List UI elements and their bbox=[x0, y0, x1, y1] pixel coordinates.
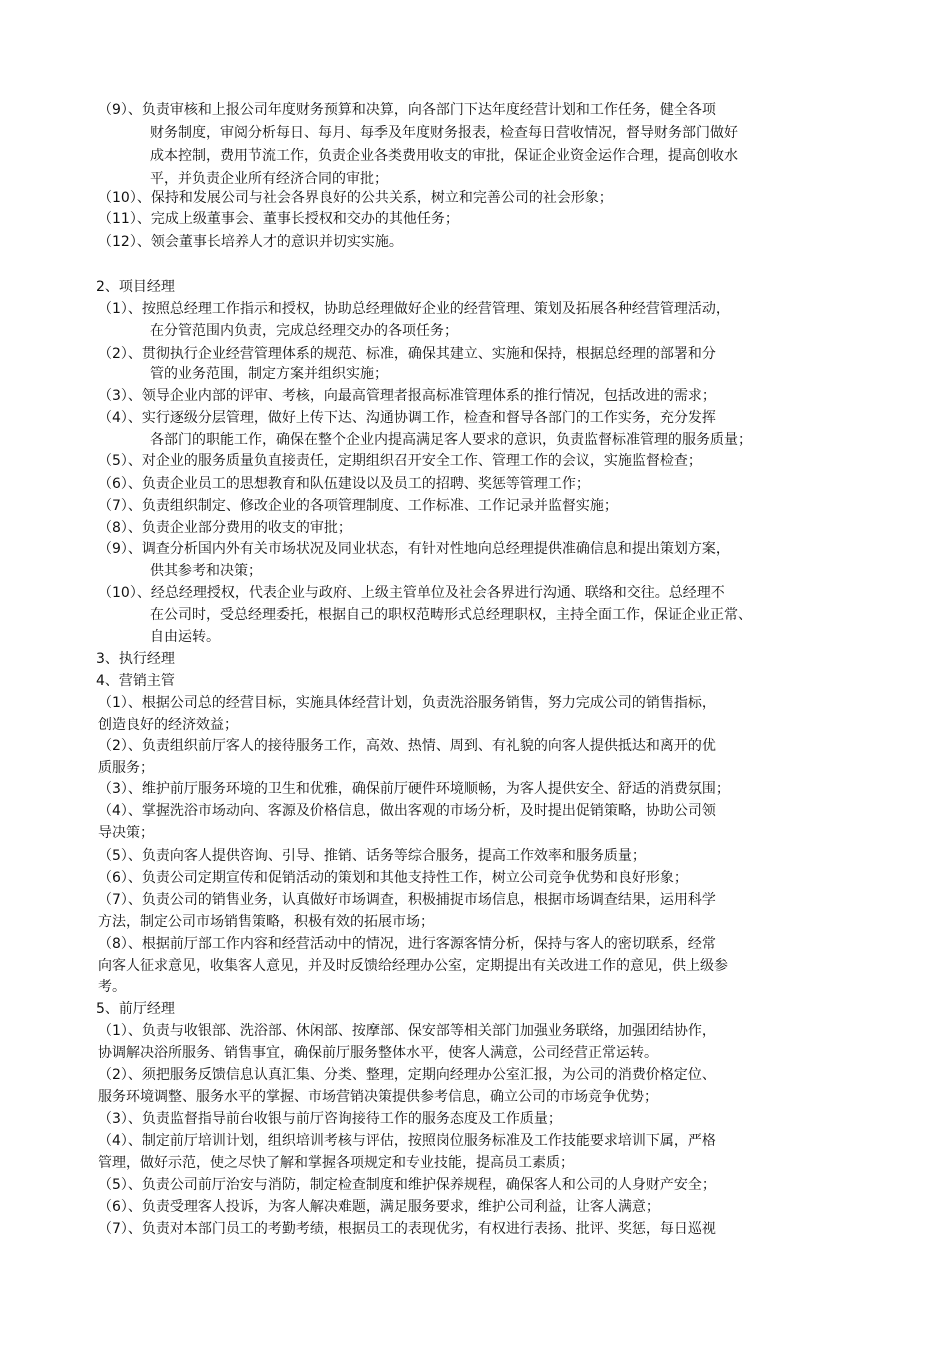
text-line: 成本控制，费用节流工作，负责企业各类费用收支的审批，保证企业资金运作合理，提高创收水 bbox=[150, 148, 738, 164]
text-line: （6）、负责公司定期宣传和促销活动的策划和其他支持性工作，树立公司竞争优势和良好形象； bbox=[98, 870, 688, 886]
text-line: （10）、经总经理授权，代表企业与政府、上级主管单位及社会各界进行沟通、联络和交往。总经理不 bbox=[98, 585, 725, 601]
text-line: （6）、负责受理客人投诉，为客人解决难题，满足服务要求，维护公司利益，让客人满意； bbox=[98, 1199, 660, 1215]
text-line: （11）、完成上级董事会、董事长授权和交办的其他任务； bbox=[98, 211, 459, 227]
text-line: （6）、负责企业员工的思想教育和队伍建设以及员工的招聘、奖惩等管理工作； bbox=[98, 476, 590, 492]
text-line: （7）、负责组织制定、修改企业的各项管理制度、工作标准、工作记录并监督实施； bbox=[98, 498, 618, 514]
text-line: （1）、按照总经理工作指示和授权，协助总经理做好企业的经营管理、策划及拓展各种经营管理活动， bbox=[98, 301, 730, 317]
text-line: （2）、贯彻执行企业经营管理体系的规范、标准，确保其建立、实施和保持，根据总经理的部署和分 bbox=[98, 346, 716, 362]
text-line: （4）、制定前厅培训计划，组织培训考核与评估，按照岗位服务标准及工作技能要求培训下属，严格 bbox=[98, 1133, 716, 1149]
text-line: （10）、保持和发展公司与社会各界良好的公共关系，树立和完善公司的社会形象； bbox=[98, 190, 613, 206]
text-line: （4）、实行逐级分层管理，做好上传下达、沟通协调工作，检查和督导各部门的工作实务，充分发挥 bbox=[98, 410, 716, 426]
text-line: 考。 bbox=[98, 979, 126, 995]
section-heading: 2、项目经理 bbox=[96, 279, 175, 295]
text-line: （9）、调查分析国内外有关市场状况及同业状态，有针对性地向总经理提供准确信息和提出策划方案， bbox=[98, 541, 730, 557]
text-line: 在分管范围内负责，完成总经理交办的各项任务； bbox=[150, 323, 458, 339]
text-line: （7）、负责对本部门员工的考勤考绩，根据员工的表现优劣，有权进行表扬、批评、奖惩，每日巡视 bbox=[98, 1221, 716, 1237]
text-line: 方法，制定公司市场销售策略，积极有效的拓展市场； bbox=[98, 914, 434, 930]
section-heading: 3、执行经理 bbox=[96, 651, 175, 667]
text-line: （12）、领会董事长培养人才的意识并切实实施。 bbox=[98, 234, 403, 250]
text-line: （8）、根据前厅部工作内容和经营活动中的情况，进行客源客情分析，保持与客人的密切联系，经常 bbox=[98, 936, 716, 952]
text-line: 财务制度，审阅分析每日、每月、每季及年度财务报表，检查每日营收情况，督导财务部门做好 bbox=[150, 125, 738, 141]
text-line: 创造良好的经济效益； bbox=[98, 717, 238, 733]
text-line: （5）、负责向客人提供咨询、引导、推销、话务等综合服务，提高工作效率和服务质量； bbox=[98, 848, 646, 864]
text-line: 平，并负责企业所有经济合同的审批； bbox=[150, 171, 388, 187]
text-line: 导决策； bbox=[98, 825, 154, 841]
text-line: 向客人征求意见，收集客人意见，并及时反馈给经理办公室，定期提出有关改进工作的意见，供上级参 bbox=[98, 958, 728, 974]
text-line: 在公司时，受总经理委托，根据自己的职权范畴形式总经理职权，主持全面工作，保证企业正常、 bbox=[150, 607, 752, 623]
text-line: （2）、负责组织前厅客人的接待服务工作，高效、热情、周到、有礼貌的向客人提供抵达和离开的优 bbox=[98, 738, 716, 754]
text-line: 管的业务范围，制定方案并组织实施； bbox=[150, 366, 388, 382]
text-line: （2）、须把服务反馈信息认真汇集、分类、整理，定期向经理办公室汇报，为公司的消费价格定位、 bbox=[98, 1067, 716, 1083]
section-heading: 4、营销主管 bbox=[96, 673, 175, 689]
section-heading: 5、前厅经理 bbox=[96, 1001, 175, 1017]
text-line: 质服务； bbox=[98, 760, 154, 776]
text-line: （5）、负责公司前厅治安与消防，制定检查制度和维护保养规程，确保客人和公司的人身财产安全； bbox=[98, 1177, 716, 1193]
text-line: （1）、负责与收银部、洗浴部、休闲部、按摩部、保安部等相关部门加强业务联络，加强团结协作， bbox=[98, 1023, 716, 1039]
text-line: （7）、负责公司的销售业务，认真做好市场调查，积极捕捉市场信息，根据市场调查结果，运用科学 bbox=[98, 892, 716, 908]
text-line: （3）、领导企业内部的评审、考核，向最高管理者报高标准管理体系的推行情况，包括改进的需求； bbox=[98, 388, 716, 404]
text-line: （4）、掌握洗浴市场动向、客源及价格信息，做出客观的市场分析，及时提出促销策略，协助公司领 bbox=[98, 803, 716, 819]
text-line: 自由运转。 bbox=[150, 629, 220, 645]
text-line: （9）、负责审核和上报公司年度财务预算和决算，向各部门下达年度经营计划和工作任务，健全各项 bbox=[98, 102, 716, 118]
text-line: 服务环境调整、服务水平的掌握、市场营销决策提供参考信息，确立公司的市场竞争优势； bbox=[98, 1089, 658, 1105]
text-line: （3）、维护前厅服务环境的卫生和优雅，确保前厅硬件环境顺畅，为客人提供安全、舒适的消费氛围； bbox=[98, 781, 730, 797]
text-line: （8）、负责企业部分费用的收支的审批； bbox=[98, 520, 352, 536]
text-line: 各部门的职能工作，确保在整个企业内提高满足客人要求的意识，负责监督标准管理的服务质量； bbox=[150, 432, 752, 448]
text-line: 协调解决浴所服务、销售事宜，确保前厅服务整体水平，使客人满意，公司经营正常运转。 bbox=[98, 1045, 658, 1061]
text-line: （3）、负责监督指导前台收银与前厅咨询接待工作的服务态度及工作质量； bbox=[98, 1111, 562, 1127]
text-line: 管理，做好示范，使之尽快了解和掌握各项规定和专业技能，提高员工素质； bbox=[98, 1155, 574, 1171]
text-line: 供其参考和决策； bbox=[150, 563, 262, 579]
text-line: （1）、根据公司总的经营目标，实施具体经营计划，负责洗浴服务销售，努力完成公司的销售指标， bbox=[98, 695, 716, 711]
text-line: （5）、对企业的服务质量负直接责任，定期组织召开安全工作、管理工作的会议，实施监督检查； bbox=[98, 453, 702, 469]
